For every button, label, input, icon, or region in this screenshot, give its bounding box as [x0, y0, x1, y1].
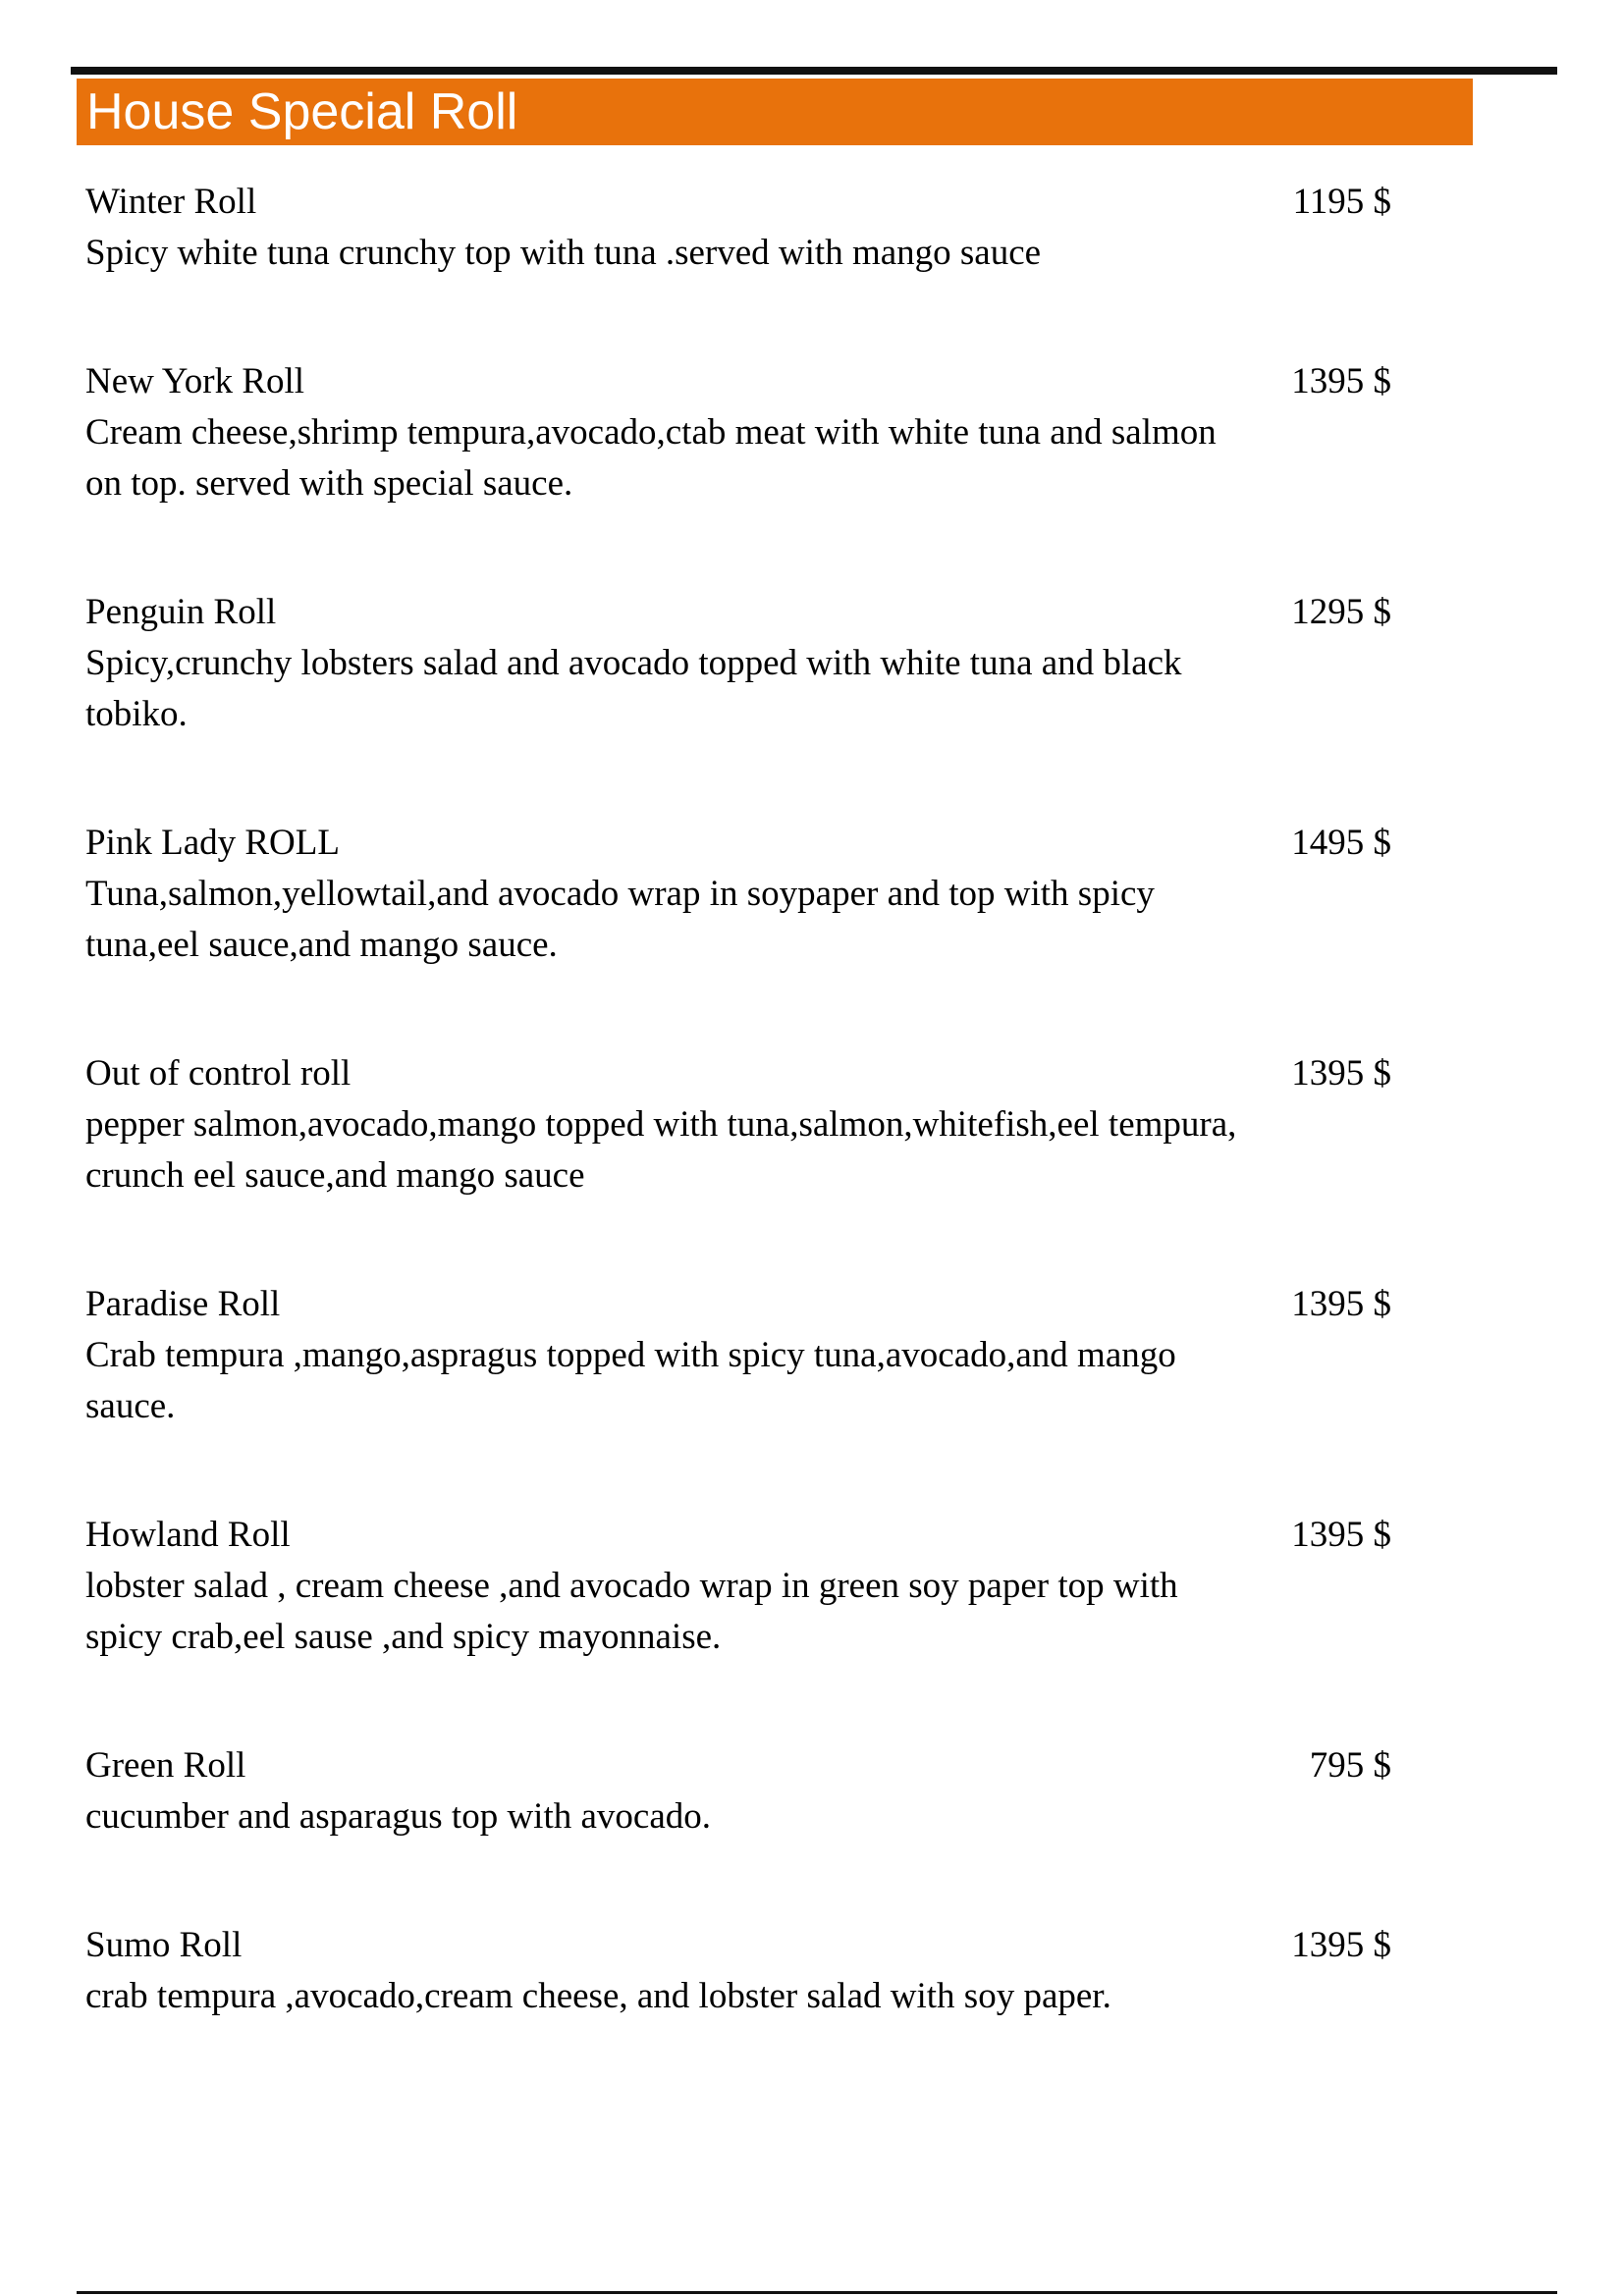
menu-item — [85, 818, 1391, 971]
menu-item — [85, 1740, 1391, 1842]
item-description: Tuna,salmon,yellowtail,and avocado wrap in soypaper and top with spicy tuna,eel sauce,and mango sauce. — [85, 874, 1155, 965]
menu-item — [85, 1279, 1391, 1432]
item-price: 1395 $ — [1291, 1925, 1391, 1965]
bottom-rule — [77, 2291, 1557, 2294]
menu-item — [85, 587, 1391, 740]
item-name: Green Roll — [85, 1745, 246, 1786]
item-price: 1395 $ — [1291, 1284, 1391, 1324]
item-description: Spicy white tuna crunchy top with tuna .served with mango sauce — [85, 233, 1042, 273]
item-description: lobster salad , cream cheese ,and avocado wrap in green soy paper top with spicy crab,eel sause ,and spicy mayonnaise. — [85, 1566, 1178, 1657]
item-price: 795 $ — [1309, 1745, 1391, 1786]
item-price: 1495 $ — [1291, 823, 1391, 863]
item-price: 1195 $ — [1292, 182, 1391, 222]
item-description: pepper salmon,avocado,mango topped with tuna,salmon,whitefish,eel tempura, crunch eel sauce,and mango sauce — [85, 1104, 1237, 1196]
item-price: 1395 $ — [1291, 1053, 1391, 1094]
item-name: Howland Roll — [85, 1515, 291, 1555]
item-price: 1295 $ — [1291, 592, 1391, 632]
item-description: Cream cheese,shrimp tempura,avocado,ctab meat with white tuna and salmon on top. served with special sauce. — [85, 412, 1217, 504]
item-name: Pink Lady ROLL — [85, 823, 340, 863]
item-name: Penguin Roll — [85, 592, 277, 632]
item-name: Out of control roll — [85, 1053, 352, 1094]
menu-item — [85, 177, 1391, 279]
menu-item — [85, 356, 1391, 509]
item-name: New York Roll — [85, 361, 305, 401]
menu-item — [85, 1920, 1391, 2022]
section-title: House Special Roll — [86, 83, 518, 140]
item-description: cucumber and asparagus top with avocado. — [85, 1796, 712, 1837]
item-name: Winter Roll — [85, 182, 257, 222]
item-description: crab tempura ,avocado,cream cheese, and lobster salad with soy paper. — [85, 1976, 1111, 2016]
item-description: Crab tempura ,mango,aspragus topped with spicy tuna,avocado,and mango sauce. — [85, 1335, 1176, 1426]
menu-item — [85, 1510, 1391, 1663]
item-description: Spicy,crunchy lobsters salad and avocado topped with white tuna and black tobiko. — [85, 643, 1182, 734]
item-price: 1395 $ — [1291, 361, 1391, 401]
item-name: Paradise Roll — [85, 1284, 281, 1324]
section-header — [77, 79, 1473, 145]
item-price: 1395 $ — [1291, 1515, 1391, 1555]
menu-item — [85, 1048, 1391, 1201]
top-rule — [71, 67, 1557, 75]
item-name: Sumo Roll — [85, 1925, 243, 1965]
